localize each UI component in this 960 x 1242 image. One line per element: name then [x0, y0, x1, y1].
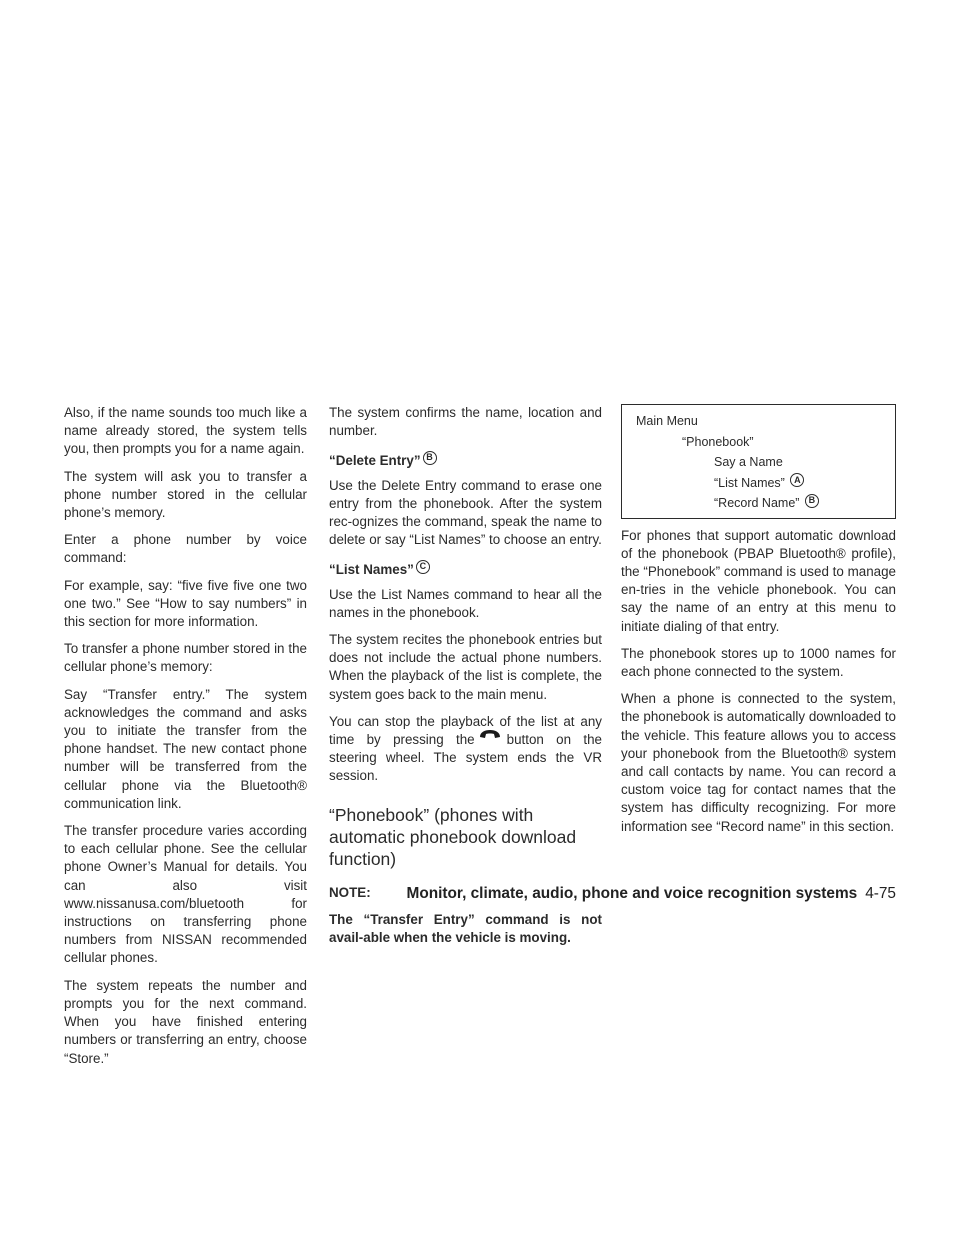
paragraph: For example, say: “five five five one two one two.” See “How to say numbers” in this section for more information.	[64, 577, 307, 630]
paragraph: Enter a phone number by voice command:	[64, 532, 307, 566]
paragraph: Say “Transfer entry.” The system acknowledges the command and asks you to initiate the transfer from the phone handset. The new contact phone number will be transferred from the cellular phone via the Bluetooth® communication link.	[64, 686, 307, 811]
menu-list-names-text: “List Names”	[714, 475, 785, 490]
menu-main: Main Menu	[636, 414, 698, 428]
menu-say-name: Say a Name	[714, 455, 783, 469]
callout-a-icon: A	[790, 473, 804, 487]
paragraph	[329, 713, 602, 786]
footer-section-title: Monitor, climate, audio, phone and voice recognition systems	[406, 885, 858, 902]
paragraph: The system will ask you to transfer a phone number stored in the cellular phone’s memory.	[64, 468, 307, 521]
column-3	[621, 404, 896, 845]
menu-list-names	[636, 473, 881, 494]
paragraph: The system confirms the name, location and number.	[329, 405, 602, 439]
note-text: The “Transfer Entry” command is not avail-able when the vehicle is moving.	[329, 911, 602, 946]
phone-hangup-icon	[479, 726, 501, 736]
paragraph-part: button on the steering wheel. The system ends the VR session.	[329, 732, 602, 784]
menu-phonebook: “Phonebook”	[682, 434, 754, 449]
list-names-heading	[329, 561, 602, 579]
paragraph-part: You can stop the playback of the list at any time by pressing the	[329, 713, 602, 748]
callout-c-icon: C	[416, 560, 430, 574]
paragraph: When a phone is connected to the system, the phonebook is automatically downloaded to the vehicle. This feature allows you to access your phonebook from the Bluetooth® system and call contacts by name. You can record a custom voice tag for contact names that the system has difficulty recognizing. For more information see “Record name” in this section.	[621, 691, 896, 834]
paragraph: Also, if the name sounds too much like a name already stored, the system tells you, then prompts you for a name again.	[64, 405, 307, 457]
note-label: NOTE:	[329, 884, 371, 900]
delete-entry-heading-text: “Delete Entry”	[329, 453, 421, 469]
column-1	[64, 404, 307, 1077]
menu-tree-box	[621, 404, 896, 519]
delete-entry-heading	[329, 452, 602, 470]
menu-record-name-text: “Record Name”	[714, 496, 800, 510]
paragraph: The system recites the phonebook entries but does not include the actual phone numbers. When the playback of the list is complete, the system goes back to the main menu.	[329, 632, 602, 702]
callout-b-icon: B	[423, 451, 437, 465]
paragraph: Use the Delete Entry command to erase one entry from the phonebook. After the system rec-ognizes the command, speak the name to delete or say “List Names” to choose an entry.	[329, 477, 602, 548]
paragraph: For phones that support automatic download of the phonebook (PBAP Bluetooth® profile), the “Phonebook” command is used to manage en-tries in the vehicle phonebook. You can say the name of an entry at this menu to initiate dialing of that entry.	[621, 527, 896, 634]
paragraph: The system repeats the number and prompts you for the next command. When you have finished entering numbers or transferring an entry, choose “Store.”	[64, 977, 307, 1066]
list-names-heading-text: “List Names”	[329, 562, 414, 578]
paragraph: Use the List Names command to hear all the names in the phonebook.	[329, 586, 602, 620]
page-number: 4-75	[865, 885, 896, 902]
callout-b-icon: B	[805, 494, 819, 508]
paragraph: The transfer procedure varies according to each cellular phone. See the cellular phone Owner’s Manual for details. You can also visit www.nissanusa.com/bluetooth for instructions on transferring phone numbers from NISSAN recommended cellular phones.	[64, 823, 307, 966]
page-footer	[407, 885, 897, 903]
section-title: “Phonebook” (phones with automatic phonebook download function)	[329, 804, 577, 869]
column-2	[329, 404, 602, 956]
paragraph: To transfer a phone number stored in the cellular phone’s memory:	[64, 641, 307, 675]
paragraph: The phonebook stores up to 1000 names for each phone connected to the system.	[621, 645, 896, 679]
menu-record-name	[636, 493, 881, 514]
